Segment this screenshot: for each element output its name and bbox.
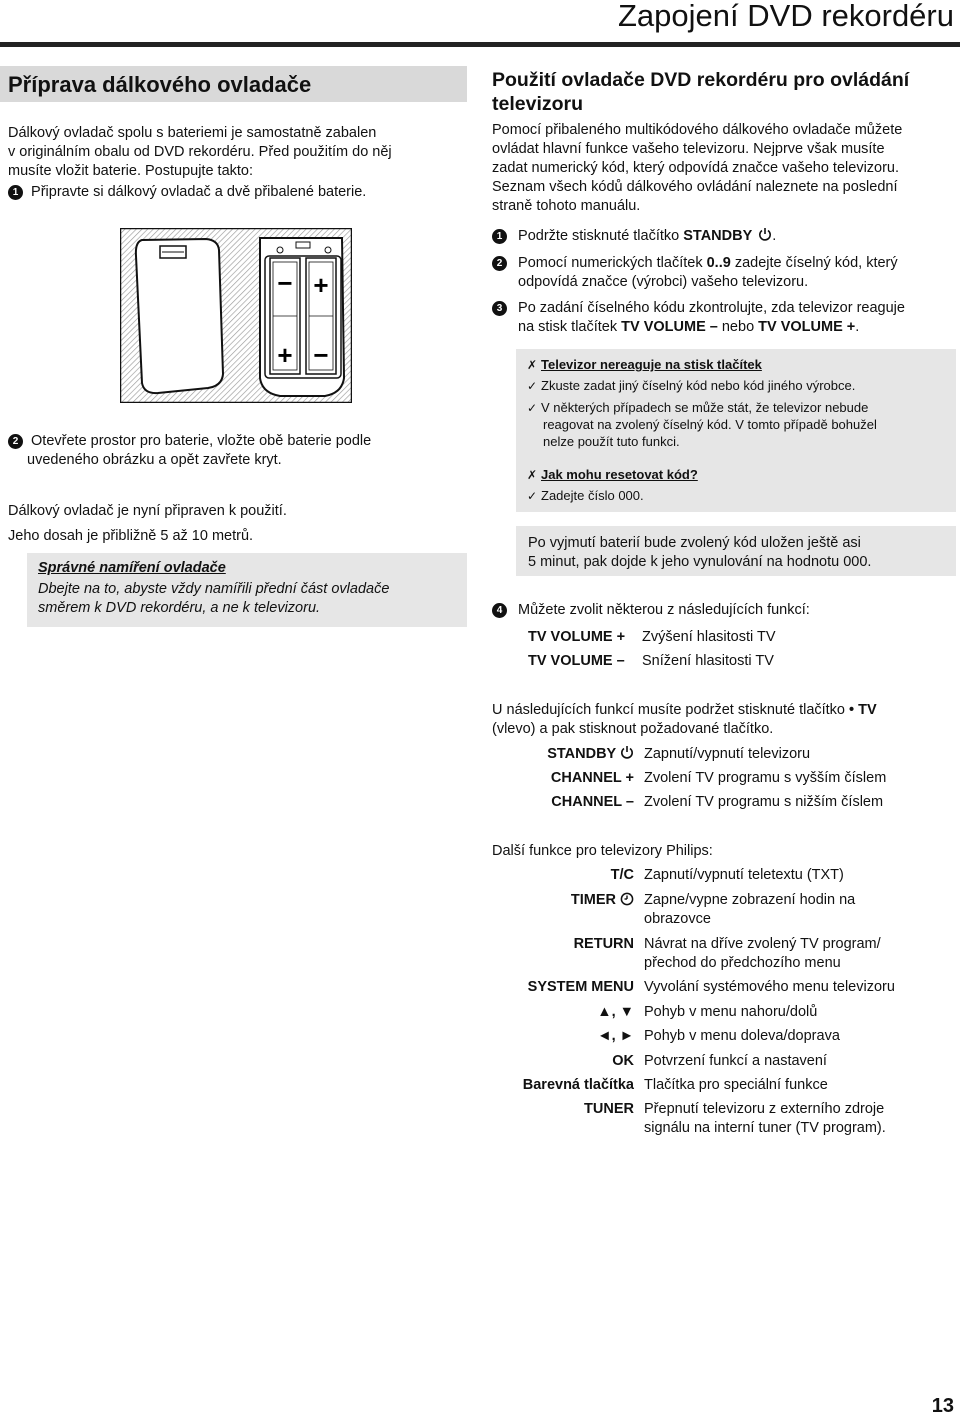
battery-1-minus: − — [277, 268, 293, 298]
right-step-1-text: Podržte stisknuté tlačítko — [518, 228, 684, 244]
philips-desc-line: přechod do předchozího menu — [644, 955, 841, 971]
numeric-keys: 0..9 — [706, 255, 731, 271]
right-intro-line-1: Pomocí přibaleného multikódového dálkového ovladače můžete — [492, 122, 903, 138]
right-step-3 — [492, 299, 905, 318]
step-number-badge: 1 — [492, 229, 507, 244]
left-intro-line-3: musíte vložit baterie. Postupujte takto: — [8, 163, 254, 179]
philips-row — [492, 978, 952, 1003]
philips-desc: Vyvolání systémového menu televizoru — [644, 979, 895, 995]
philips-row — [492, 1003, 952, 1027]
left-ready-text: Dálkový ovladač je nyní připraven k použití. — [8, 503, 287, 519]
step3-text-e: . — [855, 319, 860, 335]
tv-volume-plus-key: TV VOLUME + — [758, 319, 856, 335]
tv-function-row — [492, 745, 952, 769]
header-rule — [0, 42, 960, 47]
tv-function-row — [492, 793, 952, 817]
right-intro-line-4: Seznam všech kódů dálkového ovládání naleznete na poslední — [492, 179, 898, 195]
philips-label: Barevná tlačítka — [522, 1077, 634, 1093]
philips-label: OK — [612, 1053, 634, 1069]
philips-row — [492, 1052, 952, 1076]
volume-table — [528, 628, 776, 676]
right-step-3-line-2 — [518, 318, 859, 337]
philips-label — [492, 891, 634, 935]
battery-1-plus: + — [277, 340, 293, 370]
step-number-badge: 3 — [492, 301, 507, 316]
philips-row — [492, 866, 952, 891]
volume-label: TV VOLUME + — [528, 629, 626, 645]
philips-desc: Potvrzení funkcí a nastavení — [644, 1053, 827, 1069]
philips-desc-line: obrazovce — [644, 911, 711, 927]
volume-row — [528, 652, 776, 676]
standby-label: STANDBY — [547, 746, 616, 762]
page-number: 13 — [931, 1395, 954, 1417]
timer-label: TIMER — [570, 892, 616, 908]
right-section-title — [492, 68, 942, 116]
philips-desc: Tlačítka pro speciální funkce — [644, 1077, 828, 1093]
standby-icon — [758, 227, 772, 242]
check-icon: ✓ — [527, 489, 538, 503]
tv-function-label: CHANNEL + — [550, 770, 634, 786]
clock-icon — [620, 891, 634, 906]
philips-desc: Zapnutí/vypnutí teletextu (TXT) — [644, 867, 844, 883]
right-title-line-2: televizoru — [492, 93, 584, 115]
left-intro-line-1: Dálkový ovladač spolu s bateriemi je samostatně zabalen — [8, 125, 377, 141]
troubleshoot-q2 — [527, 466, 698, 484]
right-step-4-text: Můžete zvolit některou z následujících funkcí: — [518, 602, 810, 618]
cross-icon: ✗ — [527, 358, 538, 372]
step-number-badge: 4 — [492, 603, 507, 618]
remote-body — [260, 238, 344, 396]
troubleshoot-a2 — [527, 399, 868, 417]
step3-text-a: na stisk tlačítek — [518, 319, 622, 335]
philips-desc — [644, 935, 881, 978]
left-step-2-line-1: Otevřete prostor pro baterie, vložte obě baterie podle — [31, 433, 372, 449]
volume-desc: Snížení hlasitosti TV — [642, 653, 774, 669]
right-intro-line-2: ovládat hlavní funkce vašeho televizoru. Nejprve však musíte — [492, 141, 885, 157]
philips-row — [492, 891, 952, 935]
troubleshoot-a3 — [527, 487, 644, 505]
note-title: Správné namíření ovladače — [38, 560, 226, 576]
tv-function-desc: Zapnutí/vypnutí televizoru — [644, 746, 811, 762]
note-line-1: Dbejte na to, abyste vždy namířili přední část ovladače — [38, 581, 390, 597]
philips-row — [492, 1076, 952, 1100]
tv-function-label — [492, 745, 634, 769]
tv-volume-minus-key: TV VOLUME – — [621, 319, 718, 335]
tv-function-row — [492, 769, 952, 793]
tv-hold-intro — [492, 701, 877, 720]
right-intro-line-3: zadat numerický kód, který odpovídá značce vašeho televizoru. — [492, 160, 900, 176]
cross-icon: ✗ — [527, 468, 538, 482]
philips-label: RETURN — [573, 936, 634, 952]
troubleshoot-a3-text: Zadejte číslo 000. — [541, 488, 644, 503]
philips-desc: Pohyb v menu nahoru/dolů — [644, 1004, 818, 1020]
philips-desc-line: Zapne/vypne zobrazení hodin na — [644, 892, 856, 908]
battery-2-plus: + — [313, 270, 329, 300]
memory-note-line-1: Po vyjmutí baterií bude zvolený kód uložen ještě asi — [528, 535, 861, 551]
philips-label: ▲, ▼ — [597, 1004, 634, 1020]
step3-text-c: nebo — [717, 319, 759, 335]
left-step-2 — [8, 432, 371, 451]
battery-cover — [136, 239, 223, 393]
page-header-title: Zapojení DVD rekordéru — [618, 0, 954, 33]
philips-desc: Pohyb v menu doleva/doprava — [644, 1028, 840, 1044]
philips-desc-line: Přepnutí televizoru z externího zdroje — [644, 1101, 885, 1117]
tv-function-label: CHANNEL – — [551, 794, 634, 810]
philips-row — [492, 935, 952, 978]
standby-key-name: STANDBY — [683, 228, 753, 244]
note-line-2: směrem k DVD rekordéru, a ne k televizoru. — [38, 600, 321, 616]
left-step-1-text: Připravte si dálkový ovladač a dvě přibalené baterie. — [31, 184, 367, 200]
philips-row — [492, 1100, 952, 1144]
troubleshoot-a2-line-1: V některých případech se může stát, že televizor nebude — [541, 400, 869, 415]
remote-battery-illustration — [120, 228, 352, 408]
volume-desc: Zvýšení hlasitosti TV — [642, 629, 776, 645]
right-title-line-1: Použití ovladače DVD rekordéru pro ovládání — [492, 69, 910, 91]
right-step-2 — [492, 254, 898, 273]
memory-note-line-2: 5 minut, pak dojde k jeho vynulování na hodnotu 000. — [528, 554, 872, 570]
step-number-badge: 1 — [8, 185, 23, 200]
right-step-4 — [492, 601, 810, 620]
volume-label: TV VOLUME – — [528, 653, 625, 669]
philips-label: T/C — [610, 867, 634, 883]
troubleshoot-a2-line-2: reagovat na zvolený číselný kód. V tomto případě bohužel — [543, 417, 877, 432]
left-step-2-line-2: uvedeného obrázku a opět zavřete kryt. — [27, 452, 282, 468]
philips-intro: Další funkce pro televizory Philips: — [492, 843, 713, 859]
tv-function-table — [492, 745, 952, 817]
troubleshoot-a1-text: Zkuste zadat jiný číselný kód nebo kód jiného výrobce. — [541, 378, 856, 393]
tv-function-desc: Zvolení TV programu s nižším číslem — [644, 794, 884, 810]
left-step-1 — [8, 183, 366, 202]
philips-desc-line: Návrat na dříve zvolený TV program/ — [644, 936, 881, 952]
volume-row — [528, 628, 776, 652]
battery-2-minus: − — [313, 340, 329, 370]
right-step-1 — [492, 227, 776, 246]
philips-function-table — [492, 866, 952, 1144]
troubleshoot-q1-text: Televizor nereaguje na stisk tlačítek — [541, 357, 762, 372]
right-intro-line-5: straně tohoto manuálu. — [492, 198, 641, 214]
troubleshoot-a2-line-3: nelze použít tuto funkci. — [543, 434, 680, 449]
troubleshoot-q1 — [527, 356, 762, 374]
philips-label: ◄, ► — [597, 1028, 634, 1044]
philips-label: TUNER — [584, 1101, 634, 1117]
philips-desc-line: signálu na interní tuner (TV program). — [644, 1120, 886, 1136]
tv-key-name: • TV — [849, 702, 877, 718]
tv-function-desc: Zvolení TV programu s vyšším číslem — [644, 770, 887, 786]
tv-hold-intro-text: U následujících funkcí musíte podržet stisknuté tlačítko — [492, 702, 850, 718]
standby-icon — [620, 745, 634, 760]
right-intro — [492, 121, 954, 216]
check-icon: ✓ — [527, 401, 538, 415]
right-step-3-line-1: Po zadání číselného kódu zkontrolujte, zda televizor reaguje — [518, 300, 905, 316]
right-step-2-text-a: Pomocí numerických tlačítek — [518, 255, 707, 271]
right-step-1-end: . — [772, 228, 777, 244]
left-intro-line-2: v originálním obalu od DVD rekordéru. Před použitím do něj — [8, 144, 392, 160]
right-step-2-text-c: zadejte číselný kód, který — [730, 255, 898, 271]
philips-desc — [644, 891, 855, 935]
philips-desc — [644, 1100, 886, 1144]
right-step-2-line-2: odpovídá značce (výrobci) vašeho televizoru. — [518, 274, 809, 290]
left-section-title: Příprava dálkového ovladače — [8, 72, 312, 97]
troubleshoot-q2-text: Jak mohu resetovat kód? — [541, 467, 698, 482]
step-number-badge: 2 — [8, 434, 23, 449]
check-icon: ✓ — [527, 379, 538, 393]
philips-label: SYSTEM MENU — [527, 979, 634, 995]
troubleshoot-a1 — [527, 377, 855, 395]
note-body — [38, 580, 458, 618]
philips-row — [492, 1027, 952, 1052]
left-range-text: Jeho dosah je přibližně 5 až 10 metrů. — [8, 528, 254, 544]
tv-hold-intro-line-2: (vlevo) a pak stisknout požadované tlačítko. — [492, 721, 774, 737]
step-number-badge: 2 — [492, 256, 507, 271]
